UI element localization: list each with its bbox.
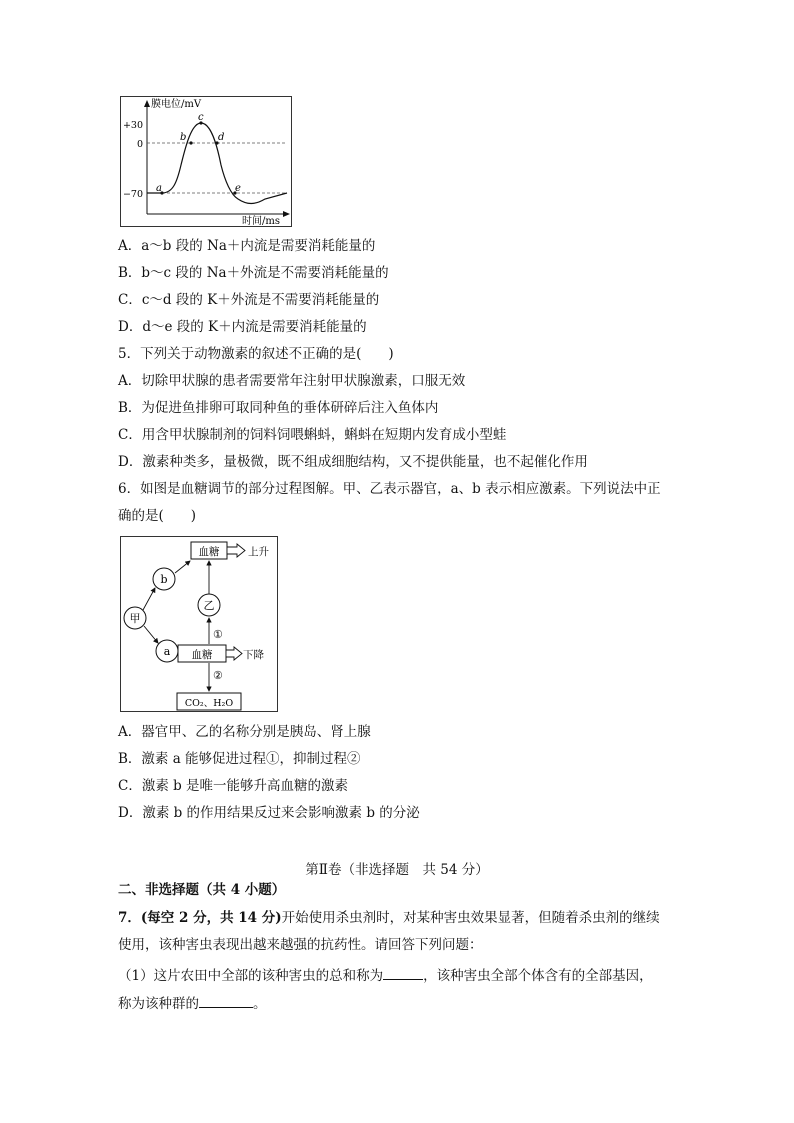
q6-option-a: A．器官甲、乙的名称分别是胰岛、肾上腺: [118, 724, 371, 740]
q5-option-c: C．用含甲状腺制剂的饲料饲喂蝌蚪，蝌蚪在短期内发育成小型蛙: [118, 427, 507, 443]
organ-yi-label: 乙: [203, 599, 215, 612]
q7-sub1-line2-text: 称为该种群的: [118, 996, 199, 1012]
blood-sugar-mid-label: 血糖: [191, 649, 213, 661]
q6-option-d: D．激素 b 的作用结果反过来会影响激素 b 的分泌: [118, 805, 420, 821]
q4-option-d: D．d～e 段的 K＋内流是需要消耗能量的: [118, 319, 367, 335]
section2-header: 第Ⅱ卷（非选择题 共 54 分）: [305, 862, 489, 878]
fall-arrow: [226, 647, 242, 660]
q6-stem-line1: 6．如图是血糖调节的部分过程图解。甲、乙表示器官，a、b 表示相应激素。下列说法中正: [118, 481, 661, 497]
y-axis-arrow: [144, 100, 150, 107]
hormone-a-label: a: [163, 645, 171, 658]
rise-arrow: [227, 544, 245, 557]
q7-score: 7．(每空 2 分，共 14 分): [118, 910, 282, 926]
b-to-blood-sugar-arrow: [175, 561, 190, 573]
q5-option-a: A．切除甲状腺的患者需要常年注射甲状腺激素，口服无效: [118, 373, 466, 389]
q5-option-b: B．为促进鱼排卵可取同种鱼的垂体研碎后注入鱼体内: [118, 400, 439, 416]
q4-option-a: A．a～b 段的 Na＋内流是需要消耗能量的: [118, 238, 376, 254]
organ-jia-label: 甲: [129, 612, 141, 625]
q7-sub1-line1: [118, 967, 653, 984]
q7-line1-text: 开始使用杀虫剂时，对某种害虫效果显著，但随着杀虫剂的继续: [281, 910, 660, 926]
products-label: CO₂、H₂O: [184, 698, 234, 709]
q7-sub1-line2: [118, 995, 267, 1012]
membrane-potential-graph: [121, 97, 291, 226]
q4-option-b: B．b～c 段的 Na＋外流是不需要消耗能量的: [118, 265, 389, 281]
tick-plus30: +30: [122, 120, 143, 131]
q7-line2: 使用，该种害虫表现出越来越强的抗药性。请回答下列问题：: [118, 937, 483, 953]
q7-sub1-text-a: （1）这片农田中全部的该种害虫的总和称为: [118, 968, 384, 984]
point-b-label: b: [180, 132, 187, 143]
jia-to-b-arrow: [143, 588, 155, 610]
jia-to-a-arrow: [144, 626, 158, 643]
tick-minus70: −70: [122, 189, 143, 200]
blood-sugar-diagram-svg: [121, 537, 277, 711]
q6-option-c: C．激素 b 是唯一能够升高血糖的激素: [118, 778, 349, 794]
q6-option-b: B．激素 a 能够促进过程①，抑制过程②: [118, 751, 361, 767]
q5-stem: 5．下列关于动物激素的叙述不正确的是( ): [118, 346, 394, 362]
y-axis-label: 膜电位/mV: [151, 99, 202, 110]
q7-sub1-text-b: ，该种害虫全部个体含有的全部基因，: [423, 968, 653, 984]
rise-label: 上升: [248, 546, 269, 558]
fall-label: 下降: [243, 649, 264, 661]
process2-label: ②: [213, 669, 223, 682]
point-d-label: d: [218, 132, 225, 143]
process1-label: ①: [213, 628, 223, 641]
q6-stem-line2: 确的是( ): [118, 508, 197, 524]
q7-blank-1[interactable]: [383, 967, 423, 980]
point-a-label: a: [156, 183, 162, 194]
point-c-label: c: [198, 112, 204, 123]
x-axis-arrow: [283, 211, 290, 217]
q4-option-c: C．c～d 段的 K＋外流是不需要消耗能量的: [118, 292, 380, 308]
q7-line1: [118, 912, 660, 926]
q5-option-d: D．激素种类多，量极微，既不组成细胞结构，又不提供能量，也不起催化作用: [118, 454, 588, 470]
tick-zero: 0: [136, 139, 143, 150]
hormone-b-label: b: [160, 573, 168, 586]
action-potential-curve: [147, 123, 287, 204]
x-axis-label: 时间/ms: [242, 216, 280, 226]
section2-title: 二、非选择题（共 4 小题）: [118, 882, 286, 898]
blood-sugar-diagram: [120, 536, 278, 712]
point-e-label: e: [235, 183, 241, 194]
q7-sub1-line2-end: 。: [253, 996, 267, 1012]
membrane-potential-figure: [120, 96, 292, 227]
q7-blank-2[interactable]: [199, 995, 253, 1008]
point-b-dot: [189, 141, 192, 144]
blood-sugar-top-label: 血糖: [198, 546, 220, 558]
